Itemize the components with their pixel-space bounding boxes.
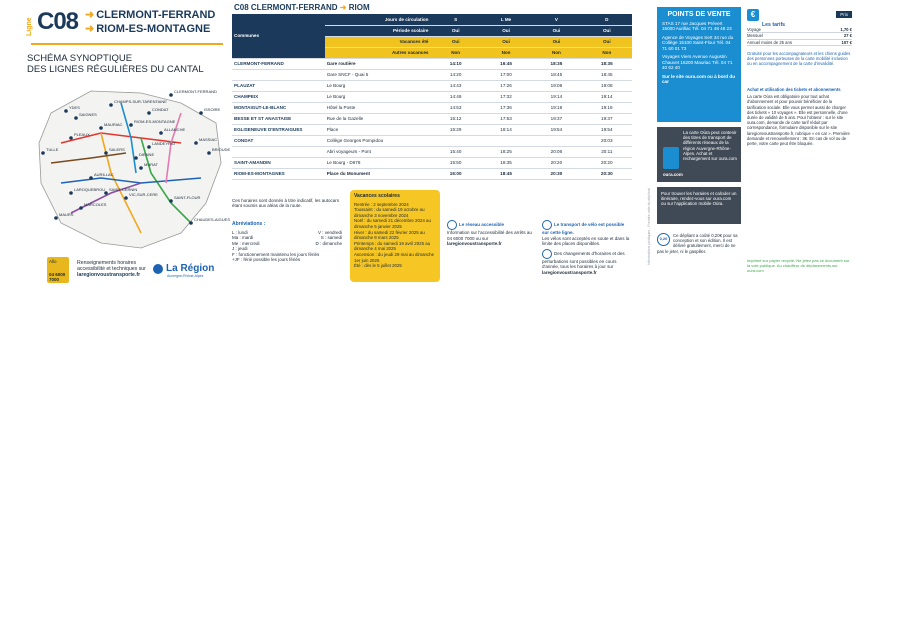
time-cell: 19:14 xyxy=(582,91,632,102)
schedule-change-text: Des changements d'horaires et des perturbations sont possibles en cours d'année, tous les horaires à jour sur xyxy=(542,250,625,269)
euro-icon: € xyxy=(747,9,759,21)
table-row xyxy=(232,102,632,113)
header-cell: Oui xyxy=(531,36,581,47)
leaflet-cost-note xyxy=(657,233,741,254)
header-row-label: Jours de circulation xyxy=(325,14,431,25)
time-cell: 14:43 xyxy=(430,80,480,91)
time-cell: 18:45 xyxy=(582,69,632,80)
map-stop-dot xyxy=(89,176,93,180)
time-cell: 18:35 xyxy=(481,157,531,168)
accessibility-link[interactable]: laregionvoustransporte.fr xyxy=(447,241,502,246)
time-cell: 19:54 xyxy=(582,124,632,135)
header-rule xyxy=(31,43,223,45)
commune-cell: SAINT-AMANDIN xyxy=(232,157,325,168)
eco-note: Imprimé sur papier recyclé. Ne jetez pas ce document sur la voie publique. Au chauffeur de déplacements sur oura.com xyxy=(747,258,850,273)
time-cell: 18:14 xyxy=(481,124,531,135)
stop-cell: Rue de la Gazelle xyxy=(325,113,431,124)
allo-phone: 04 6000 7000 xyxy=(49,272,66,282)
header-row-label: Autres vacances xyxy=(325,47,431,58)
time-cell: 19:18 xyxy=(582,102,632,113)
time-cell xyxy=(531,135,581,146)
map-stop-dot xyxy=(147,111,151,115)
itinerary-box: Pour trouver les horaires et calculer un itinéraire, rendez-vous sur oura.com ou sur l'application mobile Oùra. xyxy=(657,187,741,224)
map-stop-dot xyxy=(159,131,163,135)
time-cell: 20:20 xyxy=(531,157,581,168)
map-stop-dot xyxy=(169,93,173,97)
header-cell: Oui xyxy=(481,25,531,36)
commune-cell xyxy=(232,146,325,157)
ticket-purchase-title: Achat et utilisation des tickets et abonnements xyxy=(747,87,841,92)
abbreviation-item: L : lundi xyxy=(232,229,248,235)
holiday-period: Printemps : du samedi 19 avril 2025 au dimanche 4 mai 2025 xyxy=(354,240,431,252)
holiday-period: Hiver : du samedi 22 février 2025 au dimanche 9 mars 2025 xyxy=(354,229,425,241)
points-of-sale xyxy=(657,7,741,122)
map-stop-dot xyxy=(69,191,73,195)
map-place-label: CHAUDES-AIGUES xyxy=(194,217,231,222)
commune-cell: CHAMPEIX xyxy=(232,91,325,102)
header-cell: Oui xyxy=(430,25,480,36)
time-cell: 14:53 xyxy=(430,102,480,113)
fares-table xyxy=(747,27,852,46)
map-stop-dot xyxy=(99,126,103,130)
department-outline xyxy=(39,91,221,248)
school-holidays-box xyxy=(350,190,440,282)
map-stop-dot xyxy=(129,123,133,127)
time-cell: 16:00 xyxy=(430,168,480,179)
region-logo-icon xyxy=(153,264,163,274)
point-of-sale-online: Sur le site oura.com ou à bord du car xyxy=(662,73,735,84)
region-logo xyxy=(153,263,215,278)
time-cell: 19:14 xyxy=(531,91,581,102)
bike-title: Le transport de vélo est possible sur cette ligne. xyxy=(542,222,625,235)
info-description: Renseignements horaires accessibilité et techniques sur xyxy=(77,260,146,272)
abbreviation-item: Me : mercredi xyxy=(232,240,260,246)
clock-icon xyxy=(542,249,552,259)
map-stop-dot xyxy=(207,151,211,155)
header-cell: Oui xyxy=(531,25,581,36)
stop-cell: Collège Georges Pompidou xyxy=(325,135,431,146)
map-place-label: RIOM-ES-MONTAGNE xyxy=(134,119,176,124)
map-place-label: SAINT-FLOUR xyxy=(174,195,201,200)
oura-card-label: oura.com xyxy=(663,172,683,177)
time-cell: 15:12 xyxy=(430,113,480,124)
map-place-label: MARCOLES xyxy=(84,202,107,207)
holiday-period: Été : dès le 5 juillet 2025 xyxy=(354,263,402,269)
commune-cell: EGLISENEUVE D'ENTRAIGUES xyxy=(232,124,325,135)
holiday-period: Toussaint : du samedi 19 octobre au dimanche 3 novembre 2024 xyxy=(354,207,425,218)
arrow-right-icon: ➜ xyxy=(85,9,95,21)
header-cell: Non xyxy=(481,47,531,58)
allo-badge xyxy=(47,257,69,283)
time-cell: 19:08 xyxy=(582,80,632,91)
map-stop-dot xyxy=(74,116,78,120)
stop-cell: Place xyxy=(325,124,431,135)
holiday-period: Noël : du samedi 21 décembre 2024 au dimanche 5 janvier 2025 xyxy=(354,218,431,229)
header-cell: L Me xyxy=(481,14,531,25)
time-cell: 18:35 xyxy=(531,58,581,69)
time-cell: 17:26 xyxy=(481,80,531,91)
time-cell: 14:20 xyxy=(430,69,480,80)
time-cell: 19:18 xyxy=(531,102,581,113)
table-row xyxy=(232,135,632,146)
fare-label: Voyage xyxy=(747,27,761,32)
abbreviation-item: D : dimanche xyxy=(315,240,342,246)
commune-cell: CLERMONT-FERRAND xyxy=(232,58,325,69)
holiday-period: Ascension : du jeudi 29 mai au dimanche 1er juin 2025 xyxy=(354,251,435,263)
commune-cell: PLAUZAT xyxy=(232,80,325,91)
school-holidays-list xyxy=(354,202,436,269)
map-place-label: MURAT xyxy=(144,162,158,167)
fare-label: Mensuel xyxy=(747,33,763,39)
stop-cell: Gare SNCF - Quai 5 xyxy=(325,69,431,80)
allo-label: Allo xyxy=(49,259,57,264)
header-cell: V xyxy=(531,14,581,25)
schedule-change-link[interactable]: laregionvoustransporte.fr xyxy=(542,269,597,275)
table-row xyxy=(232,124,632,135)
fare-label: Annuel moins de 25 ans xyxy=(747,39,792,45)
time-cell: 19:37 xyxy=(531,113,581,124)
stop-cell: Abri voyageurs - Pont xyxy=(325,146,431,157)
schema-title xyxy=(27,53,204,75)
time-cell: 17:32 xyxy=(481,91,531,102)
commune-cell xyxy=(232,69,325,80)
map-place-label: LAROQUEBROU xyxy=(74,187,106,192)
map-stop-dot xyxy=(169,199,173,203)
fare-row xyxy=(747,40,852,46)
fare-price: 107 € xyxy=(841,39,852,45)
map-stop-dot xyxy=(69,136,73,140)
oura-card-icon xyxy=(663,147,679,169)
schema-title-line-1: SCHÉMA SYNOPTIQUE xyxy=(27,53,133,64)
table-row xyxy=(232,69,632,80)
time-cell: 19:54 xyxy=(531,124,581,135)
ticket-purchase-text: La carte Oùra est obligatoire pour tout achat d'abonnement et pour pouvoir bénéficier de la tarification sociale. Elle vous permet aussi de charger des tickets « 10 voyages ». Elle est personnelle, d'une durée de validité de 5 ans. Pour l'obtenir : sur le site oura.com, demande de carte tarif réduit par correspondance, formulaire disponible sur le site laregionvoustransporte.fr, rubrique « en car ». Première demande et renouvellement : 3€. En cas de vol ou de perte, votre carte peut être bloquée. xyxy=(747,94,850,147)
map-place-label: MAURIAC xyxy=(104,122,123,127)
wheelchair-icon xyxy=(447,220,457,230)
map-place-label: ISSOIRE xyxy=(204,107,221,112)
map-place-label: VIC-SUR-CERE xyxy=(129,192,158,197)
flyer-sheet xyxy=(25,5,855,288)
abbreviation-item: S : samedi xyxy=(320,235,342,240)
disclaimer-note: Ces horaires sont donnés à titre indicatif, les autocars étant soumis aux aléas de la route. xyxy=(232,198,340,209)
leaflet-cost-text: Ce dépliant a coûté 0,20€ pour sa conception et son édition. Il est délivré gratuitement, merci de ne pas le jeter, ni le gaspiller. xyxy=(657,233,738,254)
fares-price-header: Prix xyxy=(836,11,852,18)
point-of-sale-1: STAS 17 rue Jacques Prévert 15000 Aurillac Tél. 04 71 48 48 23 xyxy=(662,20,732,31)
table-row xyxy=(232,168,632,179)
stop-cell: Place du Monument xyxy=(325,168,431,179)
time-cell: 15:29 xyxy=(430,124,480,135)
stop-cell: Le Bourg xyxy=(325,91,431,102)
arrow-right-icon: ➜ xyxy=(339,3,347,12)
abbreviation-item: J : jeudi xyxy=(232,246,248,251)
map-place-label: YDES xyxy=(69,105,80,110)
vertical-legal-note: Informations juridiques - Prendre note du dépliant xyxy=(647,188,651,265)
point-of-sale-2: Agence de Voyages Sert 34 rue du Collège 15100 Saint-Flour Tél. 04 71 60 01 73 xyxy=(662,34,734,51)
accessibility-text: Information sur l'accessibilité des arrêts au 04 6000 7000 ou sur xyxy=(447,230,532,241)
left-column xyxy=(25,5,231,288)
network-map xyxy=(31,83,231,253)
accessibility-title: Le réseau accessible xyxy=(459,222,505,228)
time-cell: 16:45 xyxy=(481,58,531,69)
time-cell: 20:11 xyxy=(582,146,632,157)
stop-cell: Gare routière xyxy=(325,58,431,69)
commune-cell: RIOM-ES-MONTAGNES xyxy=(232,168,325,179)
map-stop-dot xyxy=(104,151,108,155)
map-stop-dot xyxy=(134,156,138,160)
time-cell: 17:00 xyxy=(481,69,531,80)
abbreviations-list xyxy=(232,230,342,252)
map-place-label: ALLANCHE xyxy=(164,127,186,132)
communes-header: Communes xyxy=(232,14,325,58)
line-code: C08 xyxy=(37,8,79,35)
region-name: La Région xyxy=(166,263,215,274)
map-stop-dot xyxy=(139,166,143,170)
time-cell xyxy=(481,135,531,146)
destination-2 xyxy=(85,22,210,35)
map-place-label: AURILLAC xyxy=(94,172,114,177)
header-cell: Non xyxy=(430,47,480,58)
abbreviations xyxy=(232,222,342,263)
timetable xyxy=(232,5,632,180)
timetable-title-to: RIOM xyxy=(348,3,370,12)
map-place-label: BRIOUDE xyxy=(212,147,231,152)
map-stop-dot xyxy=(147,145,151,149)
header-cell: Non xyxy=(531,47,581,58)
map-stop-dot xyxy=(41,151,45,155)
region-subtitle: Auvergne-Rhône-Alpes xyxy=(167,274,204,278)
time-cell: 18:35 xyxy=(582,58,632,69)
info-text xyxy=(77,260,159,278)
time-cell: 20:30 xyxy=(582,168,632,179)
time-cell: 20:03 xyxy=(582,135,632,146)
holiday-period: Rentrée : 2 septembre 2024 xyxy=(354,201,409,207)
time-cell: 20:30 xyxy=(531,168,581,179)
accessibility-note xyxy=(447,220,537,247)
map-place-label: MAURS xyxy=(59,212,74,217)
time-cell: 14:49 xyxy=(430,91,480,102)
timetable-title xyxy=(234,3,370,12)
map-stop-dot xyxy=(54,216,58,220)
timetable-header-row xyxy=(232,14,632,25)
school-holidays-title: Vacances scolaires xyxy=(354,193,400,199)
table-row xyxy=(232,157,632,168)
table-row xyxy=(232,91,632,102)
time-cell: 15:50 xyxy=(430,157,480,168)
map-place-label: DIENNE xyxy=(139,152,155,157)
map-place-label: SALERS xyxy=(109,147,125,152)
time-cell: 20:06 xyxy=(531,146,581,157)
map-place-label: CONDAT xyxy=(152,107,169,112)
info-link[interactable]: laregionvoustransporte.fr xyxy=(77,272,141,278)
timetable-title-from: C08 CLERMONT-FERRAND xyxy=(234,3,338,12)
abbreviation-extra-2: +JF : férié possible les jours fériés xyxy=(232,257,301,262)
header-cell: S xyxy=(430,14,480,25)
leaflet-cost-badge: 0,20 xyxy=(657,233,670,246)
map-stop-dot xyxy=(109,103,113,107)
time-cell: 19:37 xyxy=(582,113,632,124)
destination-1-label: CLERMONT-FERRAND xyxy=(96,9,216,21)
commune-cell: CONDAT xyxy=(232,135,325,146)
fares-note: Gratuité pour les accompagnateurs et les chiens guides des personnes porteuses de la carte mobilité inclusion ou en accompagnement de la carte d'invalidité. xyxy=(747,51,851,67)
fares-title: Les tarifs xyxy=(762,22,786,28)
map-stop-dot xyxy=(189,221,193,225)
map-place-label: MASSIAC xyxy=(199,137,218,142)
table-row xyxy=(232,58,632,69)
map-stop-dot xyxy=(194,141,198,145)
bike-note xyxy=(542,220,632,275)
destination-2-label: RIOM-ES-MONTAGNE xyxy=(96,23,211,35)
map-place-label: LANDEYRAT xyxy=(152,141,176,146)
map-place-label: CHAMPS-SUR-TARENTAINE xyxy=(114,99,167,104)
line-vertical-label: Ligne xyxy=(26,17,33,36)
time-cell: 17:36 xyxy=(481,102,531,113)
schema-title-line-2: DES LIGNES RÉGULIÈRES DU CANTAL xyxy=(27,64,204,75)
timetable-grid xyxy=(232,14,632,180)
map-stop-dot xyxy=(79,206,83,210)
destination-1 xyxy=(85,8,215,21)
oura-card-text: La carte Oùra peut contenir des titres de transport de différents réseaux de la région Auvergne-Rhône-Alpes. Achat et rechargement sur oura.com xyxy=(683,130,737,162)
time-cell: 17:53 xyxy=(481,113,531,124)
table-row xyxy=(232,80,632,91)
line-header xyxy=(25,5,225,45)
time-cell: 18:45 xyxy=(481,168,531,179)
table-row xyxy=(232,146,632,157)
header-cell: Oui xyxy=(481,36,531,47)
commune-cell: MONTAIGUT-LE-BLANC xyxy=(232,102,325,113)
time-cell xyxy=(430,135,480,146)
commune-cell: BESSE ET ST ANASTAISE xyxy=(232,113,325,124)
timetable-notes xyxy=(232,190,632,285)
time-cell: 19:08 xyxy=(531,80,581,91)
arrow-right-icon: ➜ xyxy=(85,23,95,35)
header-cell: Non xyxy=(582,47,632,58)
map-place-label: TULLE xyxy=(46,147,59,152)
map-place-label: PLEAUX xyxy=(74,132,90,137)
map-stop-dot xyxy=(64,109,68,113)
abbreviation-extra-1: F : fonctionnement maintenu les jours fériés xyxy=(232,251,320,257)
time-cell: 20:20 xyxy=(582,157,632,168)
stop-cell: Le Bourg xyxy=(325,80,431,91)
time-cell: 14:10 xyxy=(430,58,480,69)
time-cell: 15:40 xyxy=(430,146,480,157)
bicycle-icon xyxy=(542,220,552,230)
header-cell: D xyxy=(582,14,632,25)
map-stop-dot xyxy=(124,196,128,200)
map-place-label: SAINT-CERNIN xyxy=(109,187,138,192)
map-stop-dot xyxy=(199,111,203,115)
time-cell: 18:45 xyxy=(531,69,581,80)
fare-price: 1,70 € xyxy=(840,27,852,32)
fare-price: 27 € xyxy=(843,33,852,39)
header-cell: Oui xyxy=(582,25,632,36)
bike-text: Les vélos sont acceptés en soute et dans la limite des places disponibles. xyxy=(542,235,630,246)
header-row-label: Vacances été xyxy=(325,36,431,47)
abbreviations-title: Abréviations : xyxy=(232,221,266,227)
ticket-purchase xyxy=(747,87,852,146)
header-cell: Oui xyxy=(430,36,480,47)
abbreviation-item: Ma : mardi xyxy=(232,235,254,240)
point-of-sale-3: Voyages Viers Avenue Augustin Chauvet 15200 Mauriac Tél. 04 71 40 62 40 xyxy=(662,54,733,70)
oura-card-box xyxy=(657,127,741,182)
stop-cell: Hôtel la Poste xyxy=(325,102,431,113)
points-of-sale-title: POINTS DE VENTE xyxy=(667,11,731,18)
stop-cell: Le Bourg - D678 xyxy=(325,157,431,168)
table-row xyxy=(232,113,632,124)
map-place-label: SAIGNES xyxy=(79,112,97,117)
map-place-label: CLERMONT-FERRAND xyxy=(174,89,217,94)
header-row-label: Période scolaire xyxy=(325,25,431,36)
time-cell: 18:25 xyxy=(481,146,531,157)
header-cell: Oui xyxy=(582,36,632,47)
abbreviation-item: V : vendredi xyxy=(317,229,342,235)
